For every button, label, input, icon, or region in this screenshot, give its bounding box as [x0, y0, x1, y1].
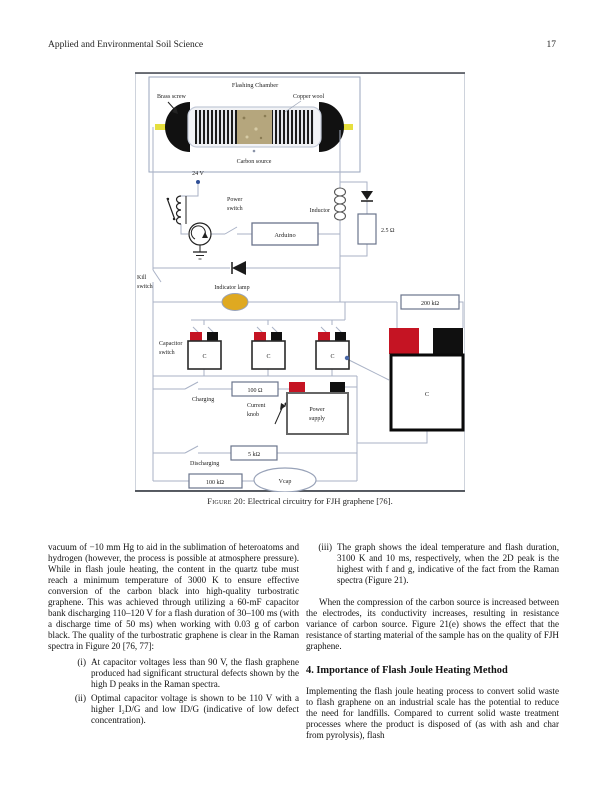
list-item: [308, 542, 559, 586]
body-paragraph: Implementing the flash joule heating process to convert solid waste to flash graphene on an industrial scale has the potential to reduce the need for landfills. Compared to current solid waste treatment processes where the product is disposed of (as with ash and char from pyrolysis), flash: [306, 685, 559, 740]
resistor-100k-label: 100 kΩ: [206, 480, 224, 486]
svg-text:C: C: [202, 354, 207, 360]
body-paragraph: vacuum of −10 mm Hg to aid in the sublimation of heteroatoms and hydrogen (however, the process is possible at atmosphere pressure). While in flash joule heating, the content in the quartz tube must reach a minimum temperature of 3000 K to ensure effective conversion of the carbon black into high-quality turbostratic graphene. This was achieved through utilizing a 60-mF capacitor bank discharging 110–120 V for a flash duration of 30–100 ms (with a discharge time of 50 ms) when working with 0.03 g of carbon black. The quality of the turbostratic graphene is clear in the Raman spectra in Figure 20 [76, 77]:: [48, 542, 299, 651]
carbon-source-block: [237, 110, 272, 144]
numbered-list: [306, 542, 559, 586]
left-column: [48, 542, 299, 729]
copper-wool-label: Copper wool: [293, 94, 325, 100]
journal-title: Applied and Environmental Soil Science: [48, 40, 204, 50]
list-item-text: Optimal capacitor voltage is shown to be 110 V with a higher I₂D/G and low ID/G (indicative of low defect concentration).: [91, 693, 299, 725]
power-switch-label: Power: [227, 197, 243, 203]
list-item-marker: (ii): [74, 693, 86, 703]
vcap-label: Vcap: [278, 479, 292, 485]
svg-text:supply: supply: [308, 416, 326, 422]
flashing-chamber: [149, 77, 360, 172]
circuit-diagram: [135, 72, 465, 492]
page-header: [48, 40, 556, 50]
current-knob-label: Current: [247, 403, 266, 409]
page-number: 17: [546, 40, 556, 50]
resistor-2p5-box: [358, 214, 376, 244]
kill-switch-label: Kill: [137, 275, 147, 281]
resistor-2p5-label: 2.5 Ω: [381, 228, 395, 234]
copper-wool-right: [272, 110, 314, 144]
svg-text:switch: switch: [227, 206, 243, 212]
list-item-marker: (i): [77, 657, 86, 667]
resistor-100-label: 100 Ω: [247, 388, 263, 394]
figure-20: [135, 72, 465, 492]
svg-text:knob: knob: [247, 412, 259, 418]
svg-text:Power: Power: [309, 407, 325, 413]
svg-text:switch: switch: [137, 284, 153, 290]
flashing-chamber-label: Flashing Chamber: [231, 82, 279, 89]
arduino-label: Arduino: [274, 232, 296, 239]
charging-label: Charging: [192, 397, 215, 403]
svg-text:C: C: [424, 391, 430, 398]
figure-caption-label: Figure 20:: [207, 496, 246, 506]
carbon-source-label: Carbon source: [236, 159, 272, 165]
right-column: [306, 542, 559, 741]
list-item-text: At capacitor voltages less than 90 V, the flash graphene produced had significant structural defects shown by the high D peaks in the Raman spectra.: [91, 657, 299, 689]
indicator-lamp: [222, 294, 248, 311]
copper-wool-left: [195, 110, 237, 144]
resistor-200k-label: 200 kΩ: [421, 301, 439, 307]
voltage-label: 24 V: [192, 171, 204, 177]
discharging-label: Discharging: [190, 461, 220, 467]
numbered-list: [48, 657, 299, 726]
node-dot: [345, 356, 349, 360]
indicator-lamp-label: Indicator lamp: [214, 285, 250, 291]
resistor-5k-label: 5 kΩ: [248, 452, 260, 458]
list-item-marker: (iii): [318, 542, 332, 552]
svg-text:C: C: [266, 354, 271, 360]
svg-text:switch: switch: [159, 350, 175, 356]
section-heading: 4. Importance of Flash Joule Heating Method: [306, 665, 508, 676]
figure-caption: [0, 496, 600, 506]
list-item: [66, 693, 299, 726]
voltage-node: [196, 180, 200, 184]
list-item: [66, 657, 299, 690]
figure-caption-text: Electrical circuitry for FJH graphene [76].: [245, 496, 393, 506]
inductor-label: Inductor: [309, 208, 330, 214]
svg-text:C: C: [330, 354, 335, 360]
list-item-text: The graph shows the ideal temperature and flash duration, 3100 K and 10 ms, respectively, when the 2D peak is the highest with f and g, indicative of the fact from the Raman spectra (Figure 21).: [337, 542, 559, 585]
body-paragraph: When the compression of the carbon source is increased between the electrodes, its conductivity increases, resulting in resistance variance of carbon source. Figure 21(e) shows the effect that the resistance of starting material of the sample has on the quality of FJH graphene.: [306, 597, 559, 651]
quartz-tube: [155, 102, 353, 152]
capacitor-switch-label: Capacitor: [159, 341, 183, 347]
brass-screw-label: Brass screw: [157, 94, 186, 100]
